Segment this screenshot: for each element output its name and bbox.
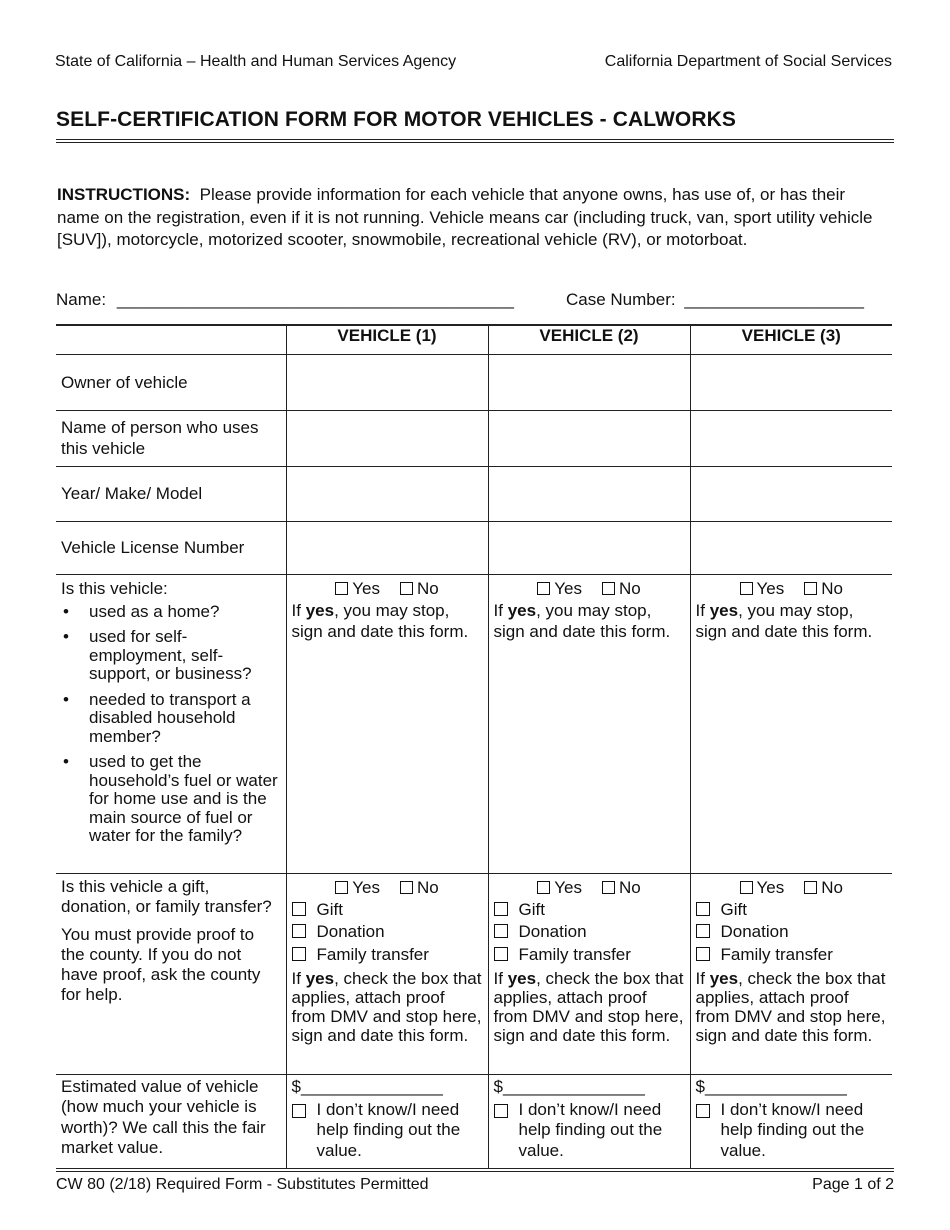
usage-bullet: • used to get the household’s fuel or water for home use and is the main source of fuel or water for the family? xyxy=(63,752,278,845)
value-vehicle-2 xyxy=(488,1074,690,1168)
family-transfer-option-checkbox[interactable]: Family transfer xyxy=(494,944,685,967)
gift-instruction: If yes, check the box that applies, attach proof from DMV and stop here, sign and date this form. xyxy=(493,969,684,1045)
gift-question xyxy=(56,873,286,1074)
ymm-vehicle-3[interactable] xyxy=(690,466,892,521)
license-vehicle-3[interactable] xyxy=(690,521,892,574)
case-number-field[interactable] xyxy=(566,290,864,310)
usage-bullet-list xyxy=(61,603,281,846)
donation-option-checkbox[interactable]: Donation xyxy=(494,921,685,944)
donation-option-checkbox[interactable]: Donation xyxy=(292,921,483,944)
gift-option-checkbox[interactable]: Gift xyxy=(494,899,685,922)
family-transfer-option-checkbox[interactable]: Family transfer xyxy=(292,944,483,967)
usage-bullet: • used for self-employment, self-support, or business? xyxy=(63,627,252,683)
usage-instruction: If yes, you may stop, sign and date this form. xyxy=(493,600,671,641)
usage-vehicle-2 xyxy=(488,574,690,873)
usage-yes-checkbox[interactable]: Yes xyxy=(740,579,785,598)
name-field[interactable] xyxy=(56,290,514,310)
gift-no-checkbox[interactable]: No xyxy=(400,878,439,897)
usage-vehicle-1 xyxy=(286,574,488,873)
gift-no-checkbox[interactable]: No xyxy=(602,878,641,897)
owner-vehicle-3[interactable] xyxy=(690,354,892,410)
name-line[interactable]: __________________________________________ xyxy=(116,290,514,309)
owner-vehicle-2[interactable] xyxy=(488,354,690,410)
gift-proof-note: You must provide proof to the county. If you do not have proof, ask the county for help. xyxy=(61,924,261,1004)
gift-instruction: If yes, check the box that applies, attach proof from DMV and stop here, sign and date this form. xyxy=(291,969,482,1045)
usage-instruction: If yes, you may stop, sign and date this form. xyxy=(291,600,469,641)
value-amount-line[interactable]: $_______________ xyxy=(695,1076,847,1096)
gift-vehicle-2 xyxy=(488,873,690,1074)
donation-option-checkbox[interactable]: Donation xyxy=(696,921,888,944)
value-amount-line[interactable]: $_______________ xyxy=(291,1076,443,1096)
vehicle-3-header: VEHICLE (3) xyxy=(690,325,892,354)
ymm-vehicle-1[interactable] xyxy=(286,466,488,521)
gift-option-checkbox[interactable]: Gift xyxy=(696,899,888,922)
usage-yes-checkbox[interactable]: Yes xyxy=(537,579,582,598)
gift-yes-checkbox[interactable]: Yes xyxy=(537,878,582,897)
gift-yes-checkbox[interactable]: Yes xyxy=(740,878,785,897)
user-vehicle-2[interactable] xyxy=(488,410,690,466)
owner-label: Owner of vehicle xyxy=(56,354,286,410)
form-number: CW 80 (2/18) Required Form - Substitutes Permitted xyxy=(56,1176,429,1193)
usage-question-label: Is this vehicle: xyxy=(61,578,168,598)
license-vehicle-1[interactable] xyxy=(286,521,488,574)
form-title: SELF-CERTIFICATION FORM FOR MOTOR VEHICLES - CALWORKS xyxy=(56,108,736,131)
ymm-vehicle-2[interactable] xyxy=(488,466,690,521)
page-number: Page 1 of 2 xyxy=(812,1176,894,1193)
instructions xyxy=(57,184,887,252)
instructions-text: Please provide information for each vehicle that anyone owns, has use of, or has their name on the registration, even if it is not running. Vehicle means car (including truck, van, sport utility vehicle [SUV]), motorcycle, motorized scooter, snowmobile, recreational vehicle (RV), or motorboat. xyxy=(57,185,873,249)
footer-rule-2 xyxy=(56,1171,894,1172)
case-number-line[interactable]: ___________________ xyxy=(684,290,864,309)
header-blank xyxy=(56,325,286,354)
gift-question-label: Is this vehicle a gift, donation, or family transfer? xyxy=(61,876,272,916)
user-vehicle-3[interactable] xyxy=(690,410,892,466)
gift-vehicle-3 xyxy=(690,873,892,1074)
usage-bullet: • used as a home? xyxy=(63,601,220,621)
gift-no-checkbox[interactable]: No xyxy=(804,878,843,897)
title-rule-2 xyxy=(56,142,894,143)
value-vehicle-3 xyxy=(690,1074,892,1168)
vehicle-1-header: VEHICLE (1) xyxy=(286,325,488,354)
value-question: Estimated value of vehicle (how much your vehicle is worth)? We call this the fair market value. xyxy=(56,1074,286,1168)
usage-vehicle-3 xyxy=(690,574,892,873)
gift-vehicle-1 xyxy=(286,873,488,1074)
case-number-label: Case Number: xyxy=(566,290,676,309)
usage-no-checkbox[interactable]: No xyxy=(400,579,439,598)
vehicle-2-header: VEHICLE (2) xyxy=(488,325,690,354)
dont-know-checkbox[interactable]: I don’t know/I need help finding out the value. xyxy=(292,1100,483,1162)
value-amount-line[interactable]: $_______________ xyxy=(493,1076,645,1096)
family-transfer-option-checkbox[interactable]: Family transfer xyxy=(696,944,888,967)
usage-yes-checkbox[interactable]: Yes xyxy=(335,579,380,598)
user-label: Name of person who uses this vehicle xyxy=(56,410,286,466)
license-label: Vehicle License Number xyxy=(56,521,286,574)
vehicle-table xyxy=(56,324,892,1168)
gift-option-checkbox[interactable]: Gift xyxy=(292,899,483,922)
department-name: California Department of Social Services xyxy=(604,53,892,70)
gift-yes-checkbox[interactable]: Yes xyxy=(335,878,380,897)
dont-know-checkbox[interactable]: I don’t know/I need help finding out the value. xyxy=(696,1100,888,1162)
usage-question xyxy=(56,574,286,873)
instructions-label: INSTRUCTIONS: xyxy=(57,185,191,204)
footer-rule xyxy=(56,1168,894,1169)
owner-vehicle-1[interactable] xyxy=(286,354,488,410)
license-vehicle-2[interactable] xyxy=(488,521,690,574)
dont-know-checkbox[interactable]: I don’t know/I need help finding out the value. xyxy=(494,1100,685,1162)
user-vehicle-1[interactable] xyxy=(286,410,488,466)
usage-no-checkbox[interactable]: No xyxy=(602,579,641,598)
year-make-model-label: Year/ Make/ Model xyxy=(56,466,286,521)
name-label: Name: xyxy=(56,290,107,309)
gift-instruction: If yes, check the box that applies, attach proof from DMV and stop here, sign and date this form. xyxy=(695,969,886,1045)
value-vehicle-1 xyxy=(286,1074,488,1168)
agency-name: State of California – Health and Human Services Agency xyxy=(55,53,457,70)
usage-no-checkbox[interactable]: No xyxy=(804,579,843,598)
usage-bullet: • needed to transport a disabled household member? xyxy=(63,689,251,746)
title-rule xyxy=(56,139,894,140)
usage-instruction: If yes, you may stop, sign and date this form. xyxy=(695,600,873,641)
